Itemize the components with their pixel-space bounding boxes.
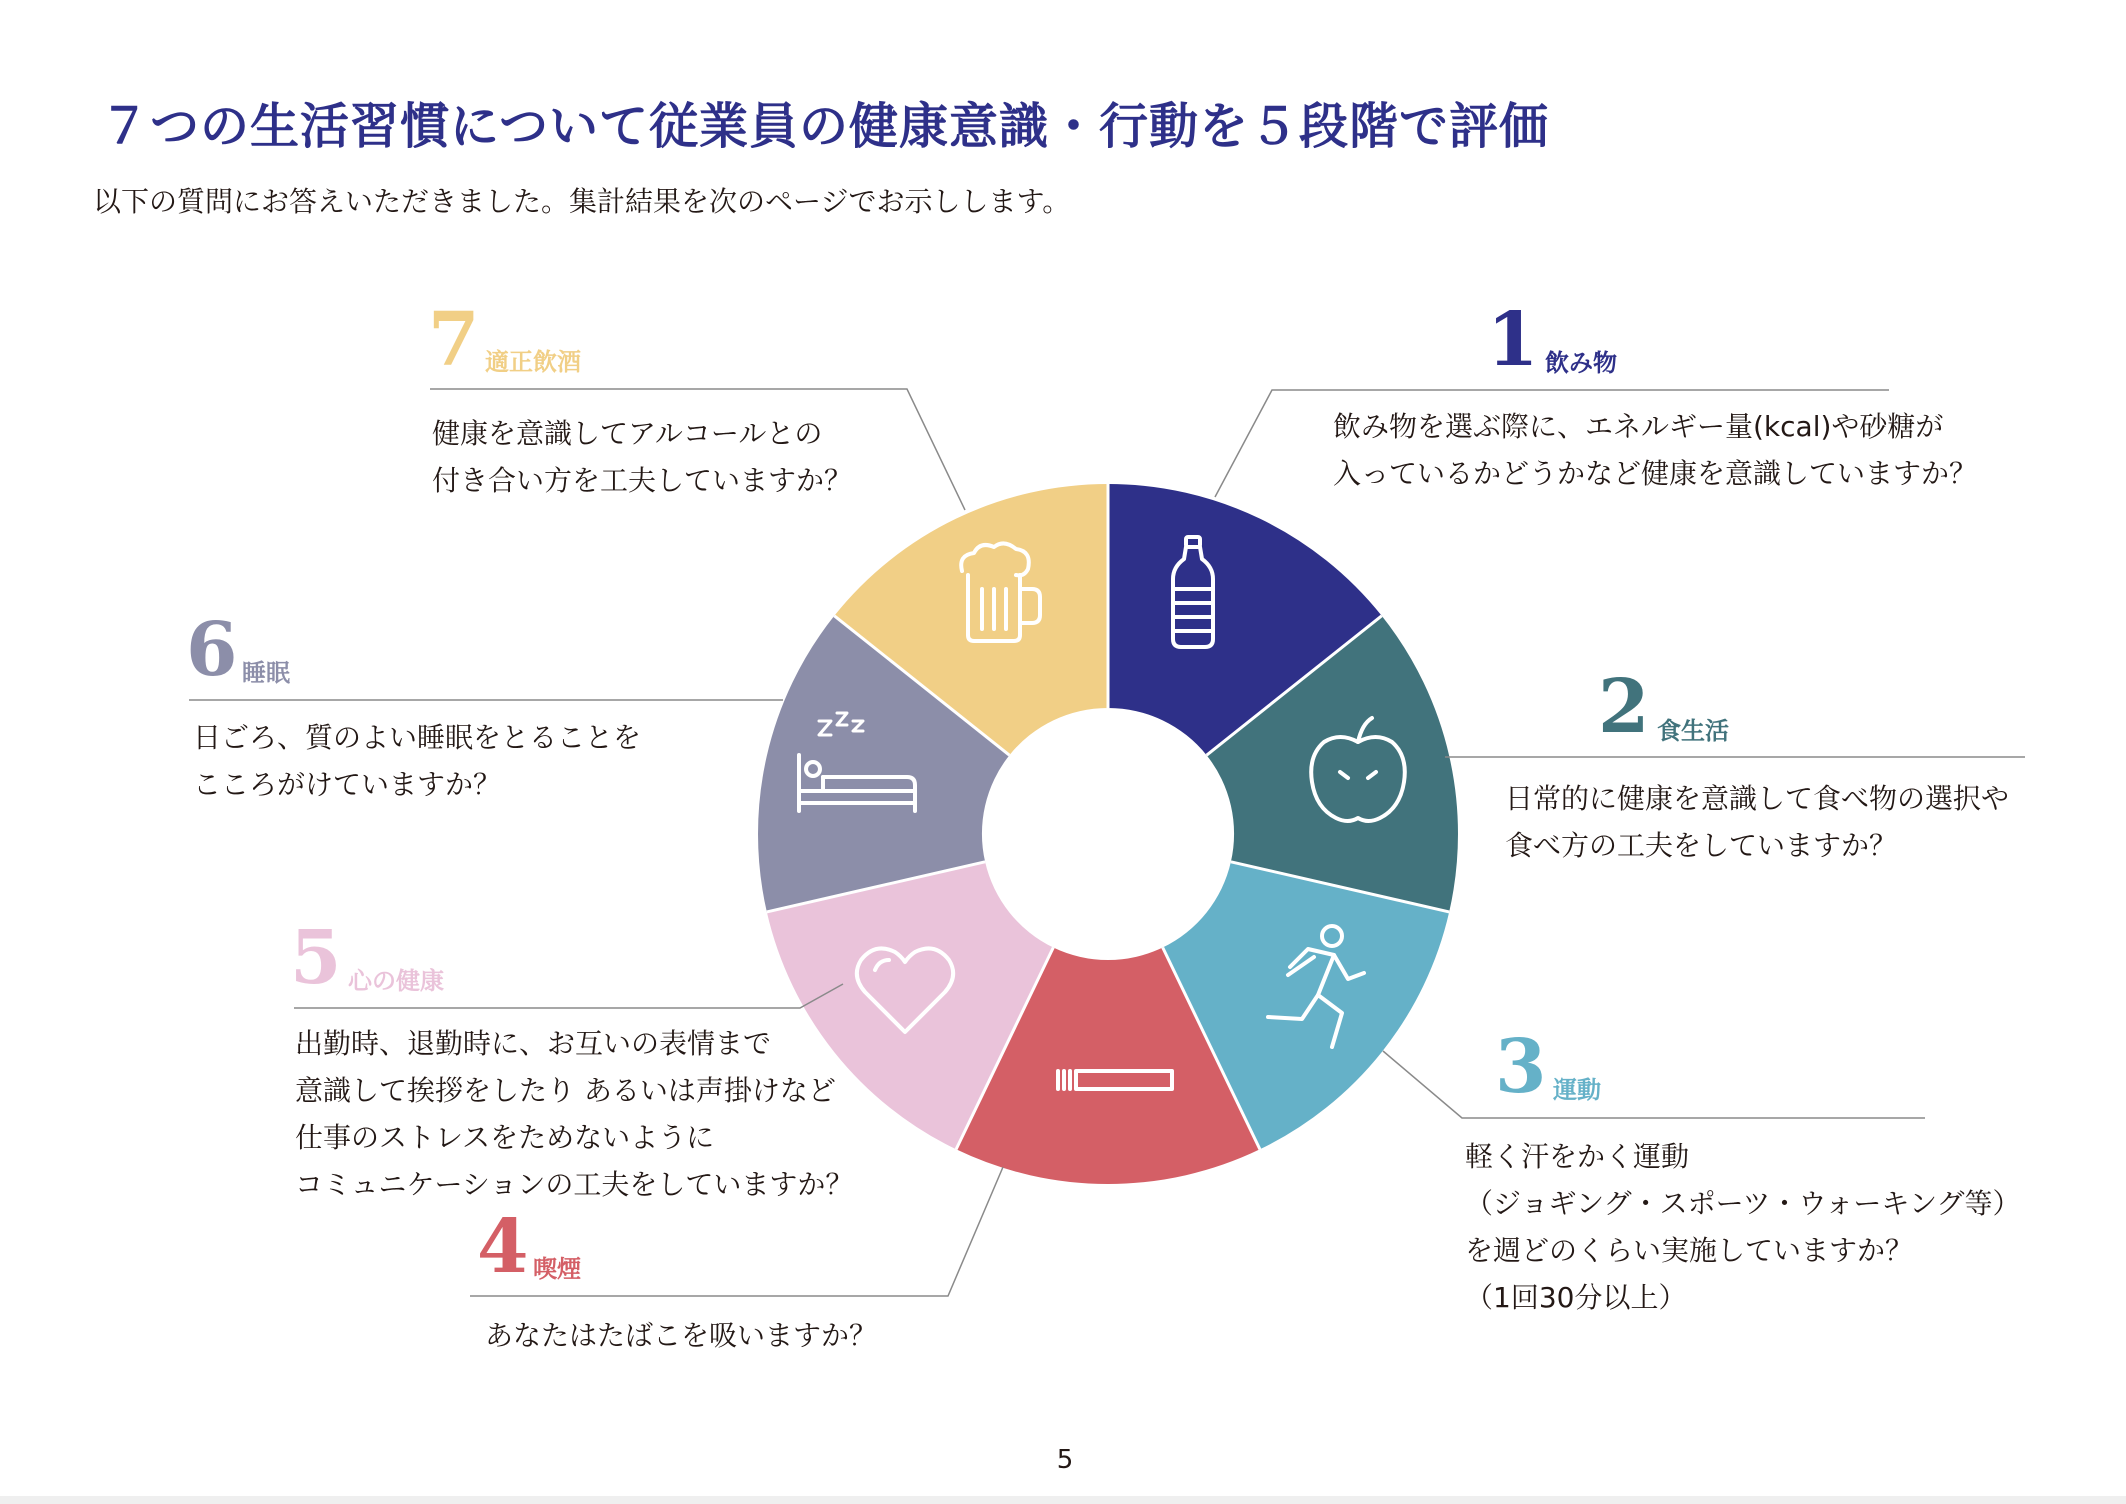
item-5-question-line: コミュニケーションの工夫をしていますか？ xyxy=(295,1168,854,1201)
item-1-question-line: 飲み物を選ぶ際に、エネルギー量(kcal)や砂糖が xyxy=(1333,410,1944,443)
leader-line-3 xyxy=(1383,1051,1925,1118)
item-2-question-line: 食べ方の工夫をしていますか？ xyxy=(1505,829,1898,862)
item-5-question-line: 仕事のストレスをためないように xyxy=(295,1121,715,1154)
item-6-question xyxy=(193,714,641,808)
item-4-question xyxy=(485,1312,877,1359)
page-title: ７つの生活習慣について従業員の健康意識・行動を５段階で評価 xyxy=(100,98,1550,155)
item-6-name: 睡眠 xyxy=(242,659,290,687)
item-2-number: 2 xyxy=(1598,664,1650,750)
item-3-question-line: （1回30分以上） xyxy=(1465,1281,1687,1314)
item-3-question xyxy=(1465,1133,2021,1321)
item-3-name: 運動 xyxy=(1553,1076,1601,1104)
item-7-question-line: 健康を意識してアルコールとの xyxy=(432,417,823,450)
item-1-number: 1 xyxy=(1487,297,1539,383)
item-7-number: 7 xyxy=(428,297,480,383)
item-4-name: 喫煙 xyxy=(533,1255,581,1283)
item-2-question-line: 日常的に健康を意識して食べ物の選択や xyxy=(1505,782,2010,815)
item-7-question xyxy=(432,410,852,504)
item-2-question xyxy=(1505,775,2009,869)
item-6-question-line: こころがけていますか？ xyxy=(193,768,502,801)
item-1-name: 飲み物 xyxy=(1545,349,1617,377)
item-3-question-line: （ジョギング・スポーツ・ウォーキング等） xyxy=(1465,1187,2021,1220)
item-1-question xyxy=(1333,403,1977,497)
item-5-number: 5 xyxy=(290,915,342,1001)
item-5-name: 心の健康 xyxy=(348,967,444,995)
item-7-name: 適正飲酒 xyxy=(485,348,581,376)
item-5-question xyxy=(295,1020,853,1208)
item-3-question-line: 軽く汗をかく運動 xyxy=(1465,1140,1690,1173)
item-1-question-line: 入っているかどうかなど健康を意識していますか？ xyxy=(1333,457,1978,490)
item-3-number: 3 xyxy=(1495,1024,1547,1110)
page-subtitle: 以下の質問にお答えいただきました。集計結果を次のページでお示しします。 xyxy=(93,185,1071,218)
item-4-number: 4 xyxy=(477,1204,529,1290)
item-7-question-line: 付き合い方を工夫していますか？ xyxy=(432,464,853,497)
item-2-name: 食生活 xyxy=(1657,717,1729,745)
item-6-number: 6 xyxy=(186,607,238,693)
item-6-question-line: 日ごろ、質のよい睡眠をとることを xyxy=(193,721,642,754)
item-3-question-line: を週どのくらい実施していますか？ xyxy=(1465,1234,1914,1267)
item-4-question-line: あなたはたばこを吸いますか？ xyxy=(485,1319,878,1352)
footer-divider xyxy=(0,1496,2126,1504)
item-5-question-line: 出勤時、退勤時に、お互いの表情まで xyxy=(295,1027,772,1060)
page-number: 5 xyxy=(1056,1445,1074,1475)
item-5-question-line: 意識して挨拶をしたり あるいは声掛けなど xyxy=(295,1074,836,1107)
